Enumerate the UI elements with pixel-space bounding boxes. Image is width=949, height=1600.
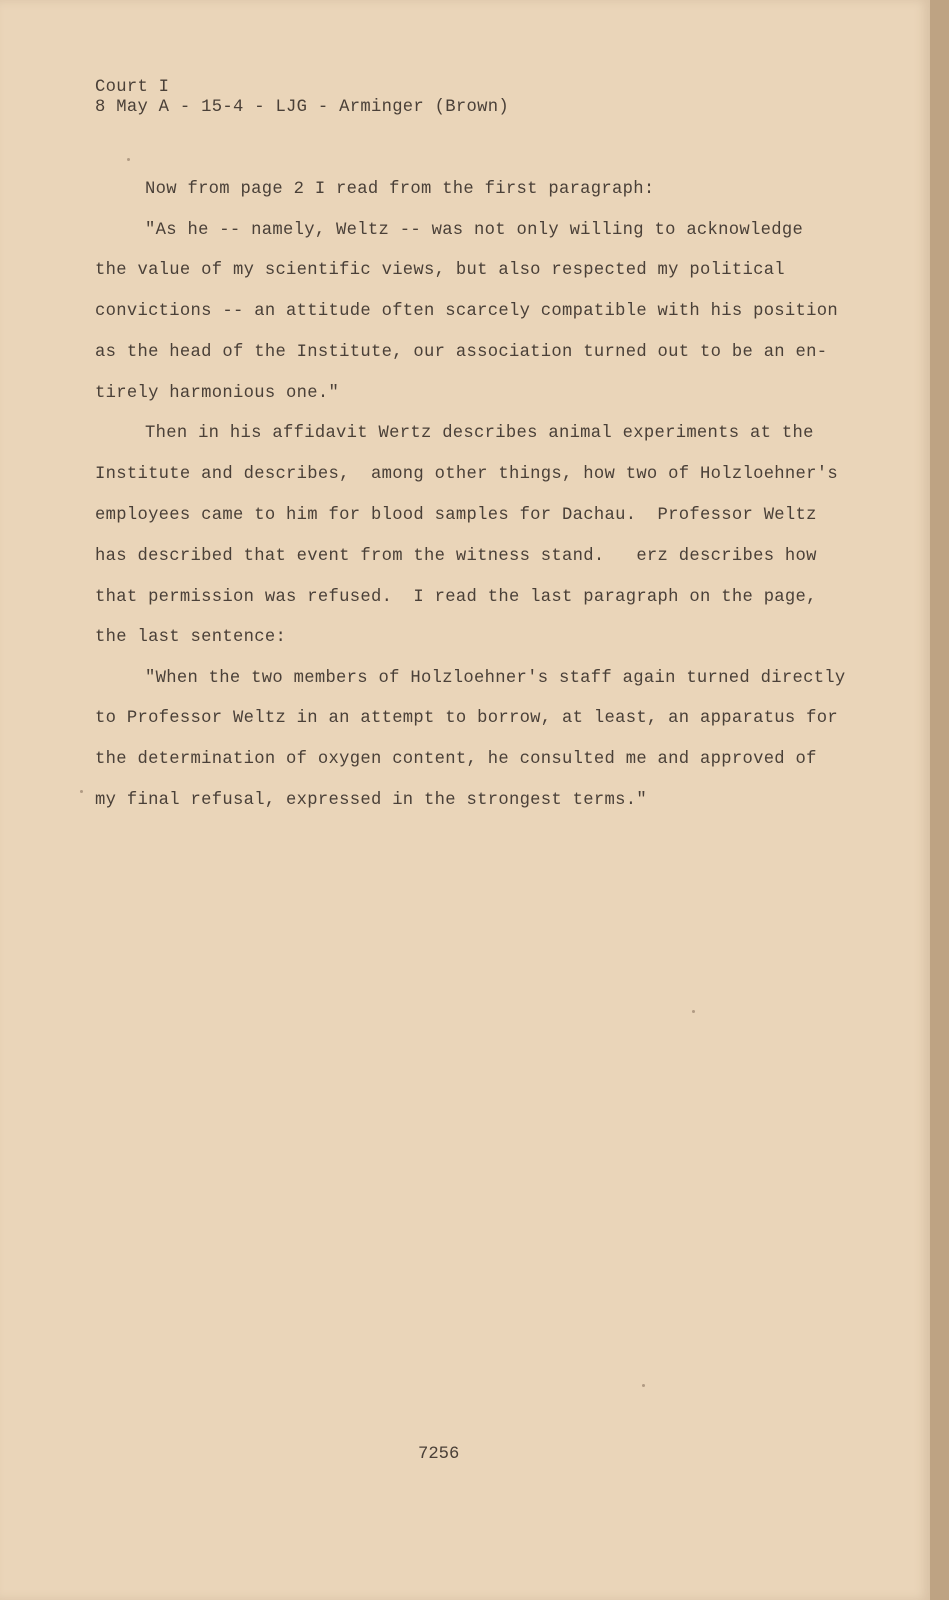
body-line: the determination of oxygen content, he consulted me and approved of bbox=[95, 750, 817, 769]
body-line: tirely harmonious one." bbox=[95, 384, 340, 403]
body-line: convictions -- an attitude often scarcely compatible with his position bbox=[95, 302, 838, 321]
page-number: 7256 bbox=[418, 1445, 460, 1464]
page-edge bbox=[930, 0, 949, 1600]
body-line: as the head of the Institute, our association turned out to be an en- bbox=[95, 343, 828, 362]
session-reference: 8 May A - 15-4 - LJG - Arminger (Brown) bbox=[95, 98, 509, 117]
body-line: that permission was refused. I read the last paragraph on the page, bbox=[95, 588, 817, 607]
body-line: Then in his affidavit Wertz describes animal experiments at the bbox=[145, 424, 814, 443]
body-line: the last sentence: bbox=[95, 628, 287, 647]
body-line: Institute and describes, among other things, how two of Holzloehner's bbox=[95, 465, 838, 484]
paper-speck bbox=[642, 1384, 645, 1387]
body-line: to Professor Weltz in an attempt to borrow, at least, an apparatus for bbox=[95, 709, 838, 728]
body-line: "When the two members of Holzloehner's staff again turned directly bbox=[145, 669, 846, 688]
court-label: Court I bbox=[95, 78, 170, 97]
body-line: my final refusal, expressed in the strongest terms." bbox=[95, 791, 647, 810]
paper-speck bbox=[80, 790, 83, 793]
paper-speck bbox=[692, 1010, 695, 1013]
body-line: Now from page 2 I read from the first paragraph: bbox=[145, 180, 655, 199]
body-line: employees came to him for blood samples for Dachau. Professor Weltz bbox=[95, 506, 817, 525]
body-line: "As he -- namely, Weltz -- was not only willing to acknowledge bbox=[145, 221, 804, 240]
body-line: the value of my scientific views, but also respected my political bbox=[95, 261, 785, 280]
paper-speck bbox=[127, 158, 130, 161]
body-line: has described that event from the witness stand. erz describes how bbox=[95, 547, 817, 566]
